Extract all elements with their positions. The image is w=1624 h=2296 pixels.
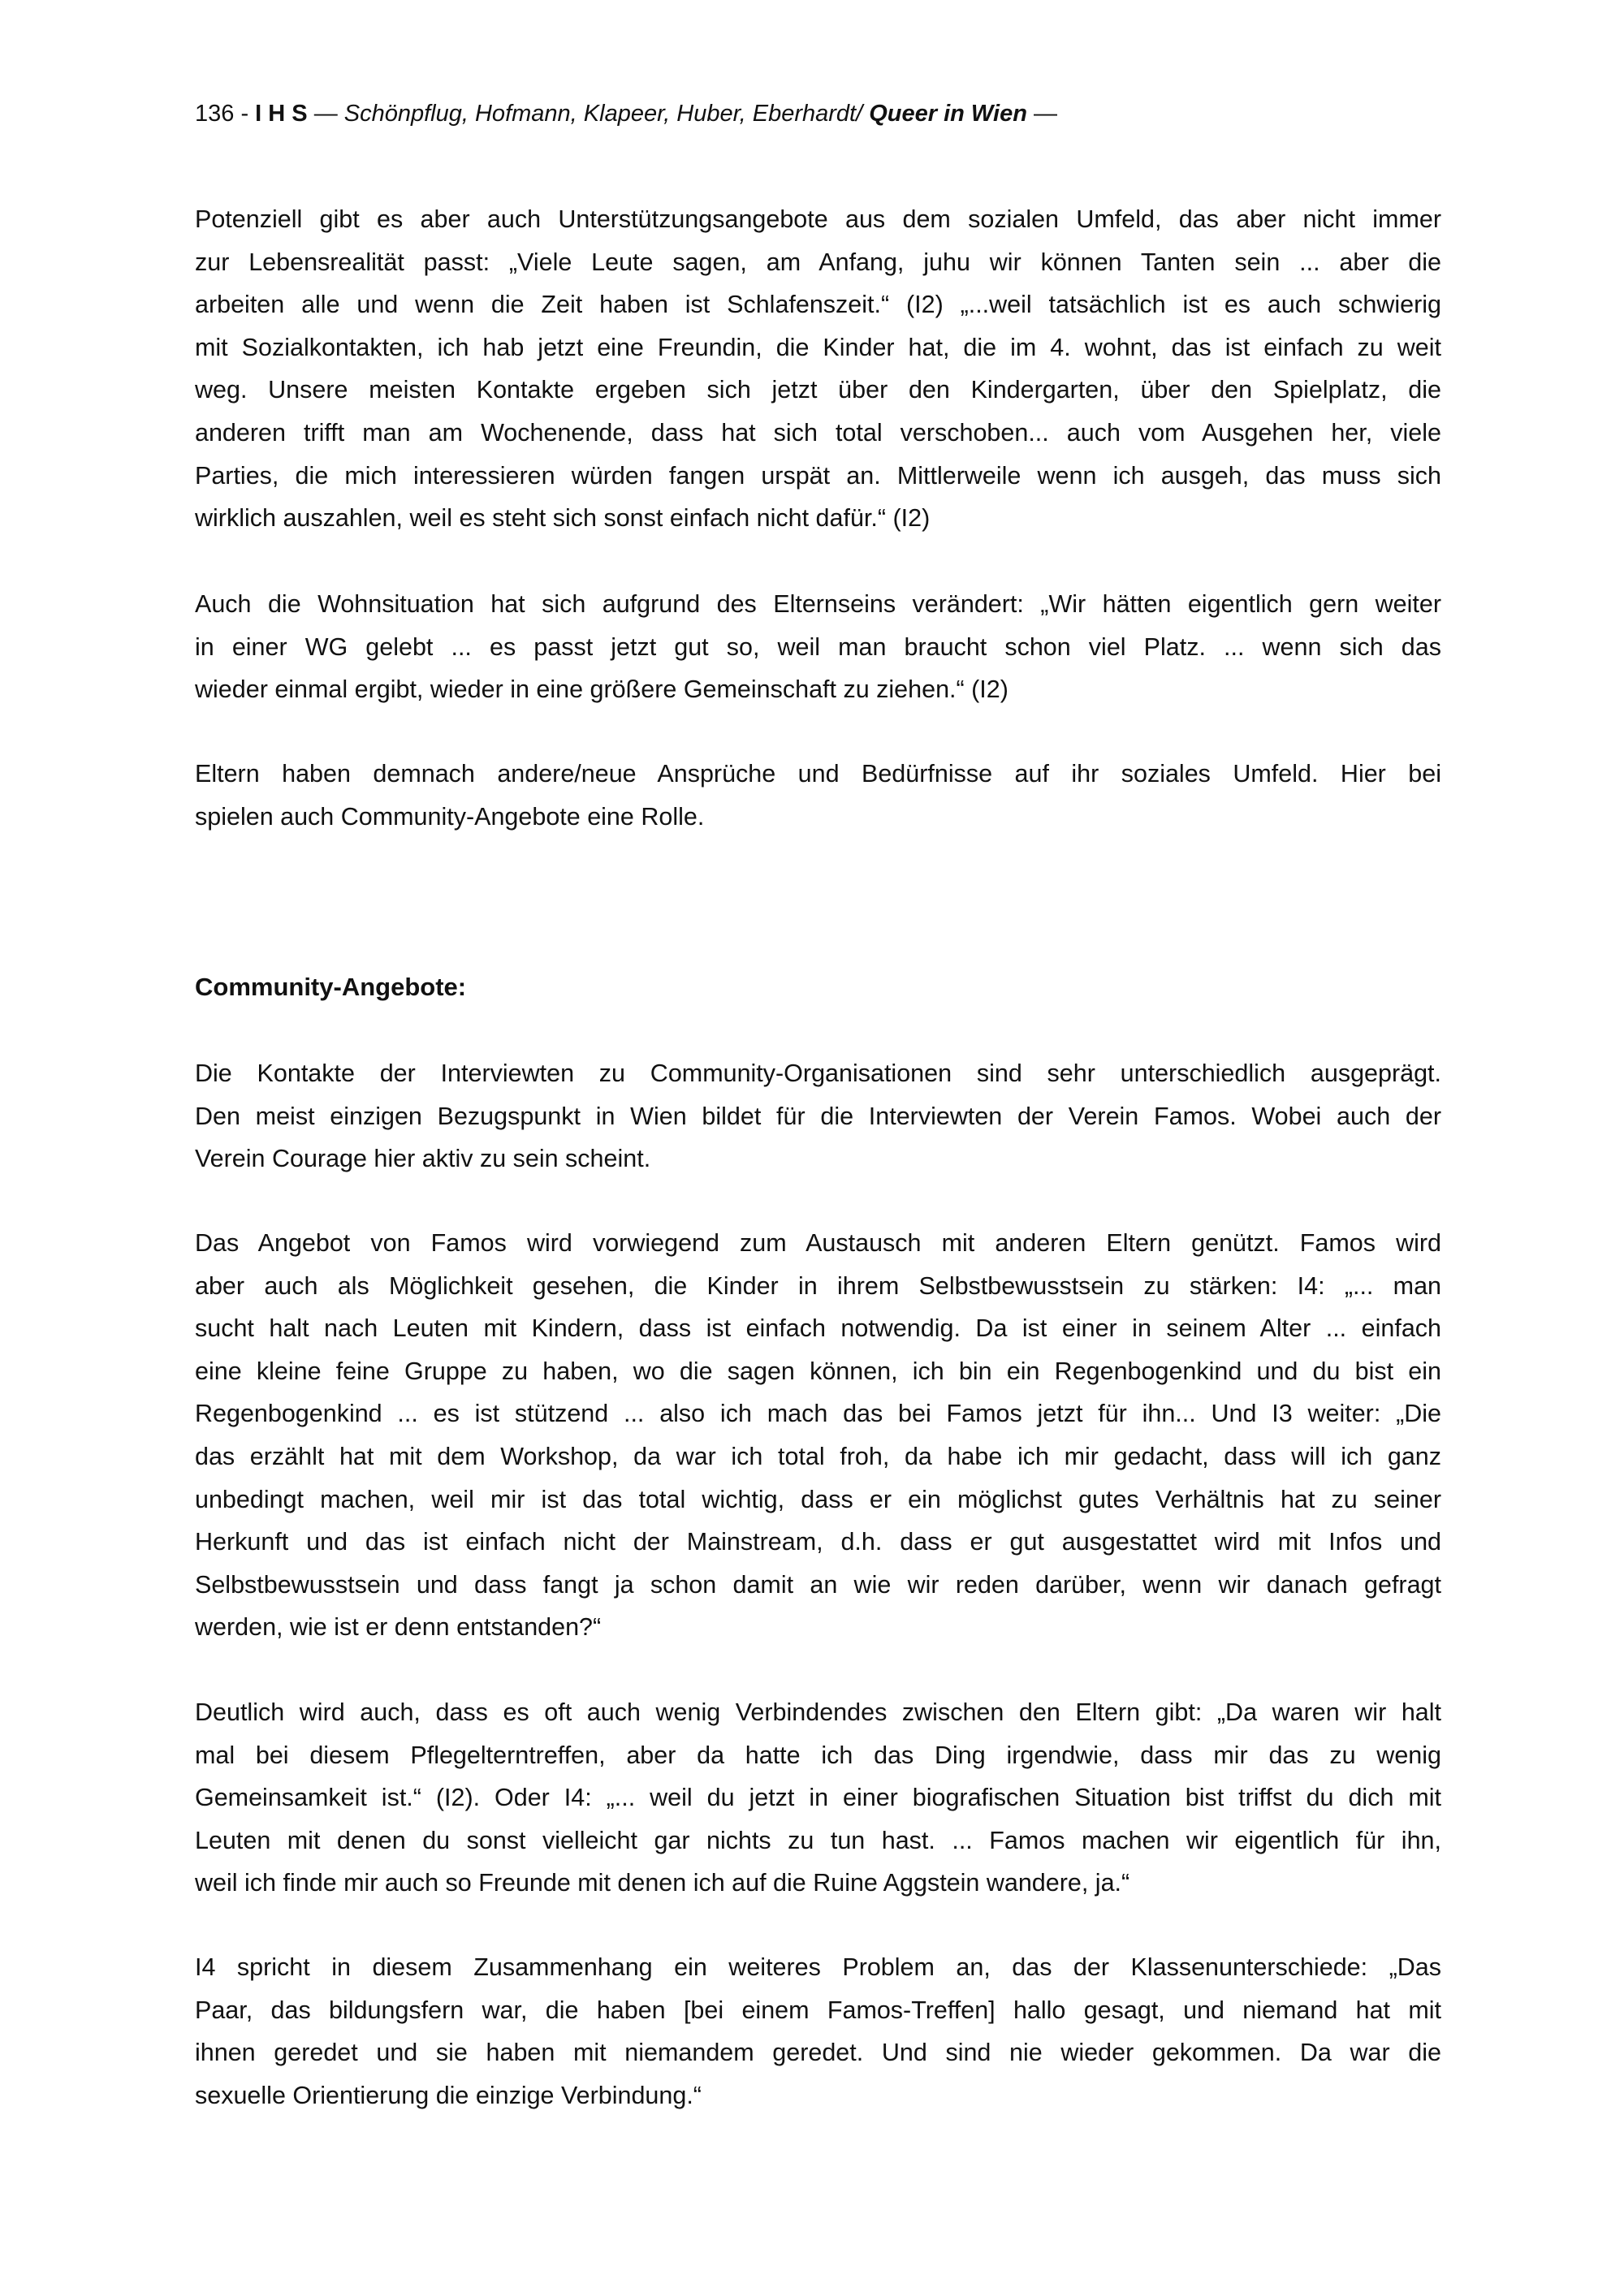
text-line: Potenziell gibt es aber auch Unterstützungsangebote aus dem sozialen Umfeld, das aber nicht immer xyxy=(195,205,1441,233)
text-line: aber auch als Möglichkeit gesehen, die Kinder in ihrem Selbstbewusstsein zu stärken: I4: „... man xyxy=(195,1271,1441,1300)
text-line: mal bei diesem Pflegelterntreffen, aber da hatte ich das Ding irgendwie, dass mir das zu wenig xyxy=(195,1741,1441,1769)
text-line: I4 spricht in diesem Zusammenhang ein weiteres Problem an, das der Klassenunterschiede: „Das xyxy=(195,1953,1441,1981)
page-number: 136 - xyxy=(195,101,256,127)
text-line: eine kleine feine Gruppe zu haben, wo die sagen können, ich bin ein Regenbogenkind und du bist ein xyxy=(195,1357,1441,1385)
text-line: Selbstbewusstsein und dass fangt ja schon damit an wie wir reden darüber, wenn wir danach gefragt xyxy=(195,1570,1441,1599)
text-line: Leuten mit denen du sonst vielleicht gar nichts zu tun hast. ... Famos machen wir eigentlich für ihn, xyxy=(195,1826,1441,1854)
text-line: Herkunft und das ist einfach nicht der Mainstream, d.h. dass er gut ausgestattet wird mit Infos und xyxy=(195,1528,1441,1556)
paragraph xyxy=(195,1052,1441,1180)
separator: — xyxy=(1026,101,1058,127)
text-line: Die Kontakte der Interviewten zu Community-Organisationen sind sehr unterschiedlich ausgeprägt. xyxy=(195,1060,1441,1087)
text-line: das erzählt hat mit dem Workshop, da war ich total froh, da habe ich mir gedacht, dass will ich ganz xyxy=(195,1442,1441,1470)
text-line: Das Angebot von Famos wird vorwiegend zum Austausch mit anderen Eltern genützt. Famos wird xyxy=(195,1229,1441,1257)
institute-name: I H S xyxy=(255,101,308,127)
text-line: Gemeinsamkeit ist.“ (I2). Oder I4: „... weil du jetzt in einer biografischen Situation bist triffst du dich mit xyxy=(195,1784,1441,1812)
paragraph xyxy=(195,1946,1441,2117)
text-line: sexuelle Orientierung die einzige Verbindung.“ xyxy=(195,2081,702,2109)
report-title: Queer in Wien xyxy=(869,101,1027,127)
authors: Schönpflug, Hofmann, Klapeer, Huber, Eberhardt/ xyxy=(343,101,870,127)
text-line: weg. Unsere meisten Kontakte ergeben sich jetzt über den Kindergarten, über den Spielplatz, die xyxy=(195,376,1441,404)
text-line: wieder einmal ergibt, wieder in eine größere Gemeinschaft zu ziehen.“ (I2) xyxy=(195,675,1009,704)
section-heading: Community-Angebote: xyxy=(195,973,467,1001)
text-line: Regenbogenkind ... es ist stützend ... also ich mach das bei Famos jetzt für ihn... Und I3 weiter: „Die xyxy=(195,1400,1441,1428)
paragraph xyxy=(195,198,1441,540)
text-line: spielen auch Community-Angebote eine Rolle. xyxy=(195,802,705,831)
text-line: werden, wie ist er denn entstanden?“ xyxy=(195,1613,602,1642)
text-line: Auch die Wohnsituation hat sich aufgrund des Elternseins verändert: „Wir hätten eigentlich gern weiter xyxy=(195,590,1441,618)
separator: — xyxy=(307,101,344,127)
text-line: Parties, die mich interessieren würden fangen urspät an. Mittlerweile wenn ich ausgeh, das muss sich xyxy=(195,461,1441,490)
paragraph xyxy=(195,583,1441,711)
text-line: Paar, das bildungsfern war, die haben [bei einem Famos-Treffen] hallo gesagt, und niemand hat mit xyxy=(195,1996,1441,2024)
text-line: wirklich auszahlen, weil es steht sich sonst einfach nicht dafür.“ (I2) xyxy=(195,504,931,533)
text-line: arbeiten alle und wenn die Zeit haben ist Schlafenszeit.“ (I2) „...weil tatsächlich ist es auch schwierig xyxy=(195,291,1441,319)
text-line: zur Lebensrealität passt: „Viele Leute sagen, am Anfang, juhu wir können Tanten sein ... aber die xyxy=(195,248,1441,276)
text-line: Den meist einzigen Bezugspunkt in Wien bildet für die Interviewten der Verein Famos. Wobei auch der xyxy=(195,1102,1441,1130)
text-line: in einer WG gelebt ... es passt jetzt gut so, weil man braucht schon viel Platz. ... wenn sich das xyxy=(195,632,1441,661)
text-line: Verein Courage hier aktiv zu sein scheint. xyxy=(195,1145,651,1173)
text-line: sucht halt nach Leuten mit Kindern, dass ist einfach notwendig. Da ist einer in seinem Alter ... einfach xyxy=(195,1314,1441,1343)
text-line: weil ich finde mir auch so Freunde mit denen ich auf die Ruine Aggstein wandere, ja.“ xyxy=(195,1869,1130,1897)
paragraph xyxy=(195,1691,1441,1905)
text-line: Deutlich wird auch, dass es oft auch wenig Verbindendes zwischen den Eltern gibt: „Da waren wir halt xyxy=(195,1698,1441,1726)
text-line: ihnen geredet und sie haben mit niemandem geredet. Und sind nie wieder gekommen. Da war die xyxy=(195,2039,1441,2067)
text-line: anderen trifft man am Wochenende, dass hat sich total verschoben... auch vom Ausgehen her, viele xyxy=(195,418,1441,447)
paragraph xyxy=(195,753,1441,838)
text-line: mit Sozialkontakten, ich hab jetzt eine Freundin, die Kinder hat, die im 4. wohnt, das ist einfach zu weit xyxy=(195,333,1441,361)
text-line: Eltern haben demnach andere/neue Ansprüche und Bedürfnisse auf ihr soziales Umfeld. Hier bei xyxy=(195,760,1441,788)
paragraph xyxy=(195,1222,1441,1649)
running-header xyxy=(195,101,1057,127)
text-line: unbedingt machen, weil mir ist das total wichtig, dass er ein möglichst gutes Verhältnis hat zu seiner xyxy=(195,1485,1441,1513)
